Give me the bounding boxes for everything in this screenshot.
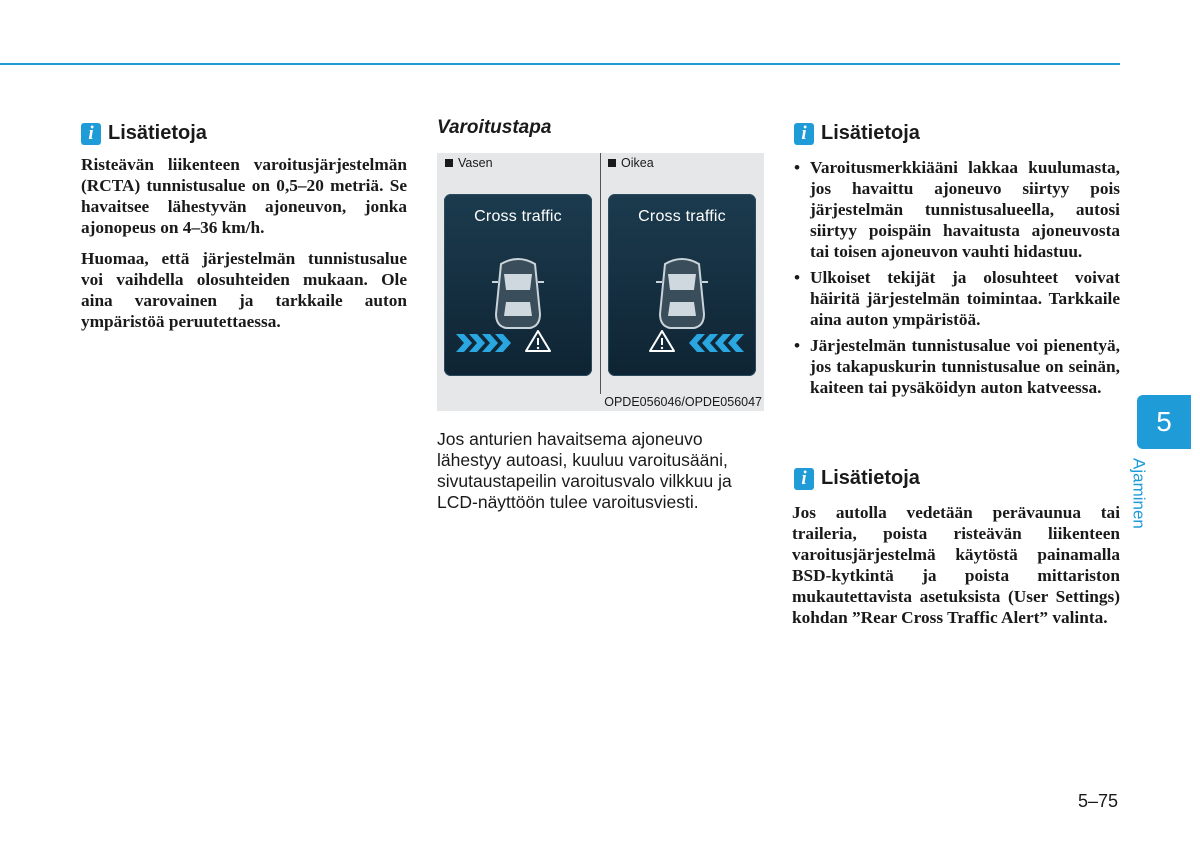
list-item: • Järjestelmän tunnistusalue voi pienentyä, jos takapuskurin tunnistusalue on seinän, kaiteen tai pysäköidyn auton katveessa.	[792, 335, 1120, 398]
figure-label-left: Vasen	[445, 156, 493, 170]
cluster-screen-right	[608, 194, 756, 376]
cluster-screen-left	[444, 194, 592, 376]
chevron-right-icon	[456, 334, 511, 352]
car-top-view-icon	[656, 259, 708, 328]
figure-label-right: Oikea	[608, 156, 654, 170]
top-divider	[0, 63, 1120, 65]
warning-figure	[437, 153, 764, 411]
left-paragraph-2: Huomaa, että järjestelmän tunnistusalue voi vaihdella olosuhteiden mukaan. Ole aina varovainen ja tarkkaile auton ympäristöä peruutettaessa.	[81, 249, 407, 331]
square-bullet-icon	[445, 159, 453, 167]
right-paragraph: Jos autolla vedetään perävaunua tai traileria, poista risteävän liikenteen varoitusjärjestelmä käytöstä painamalla BSD-kytkintä ja poista mittariston mukautettavista asetuksista (User Settings) kohdan ”Rear Cross Traffic Alert” valinta.	[792, 503, 1120, 627]
list-item: • Ulkoiset tekijät ja olosuhteet voivat häiritä järjestelmän toimintaa. Tarkkaile aina auton ympäristöä.	[792, 267, 1120, 330]
chapter-number-tab: 5	[1137, 395, 1191, 449]
list-item: • Varoitusmerkkiääni lakkaa kuulumasta, jos havaittu ajoneuvo siirtyy pois järjestelmän tunnistusalueella, autosi siirtyy poispäin havaitusta ajoneuvosta tai toisen ajoneuvon vauhti hidastuu.	[792, 157, 1120, 262]
info-heading-title: Lisätietoja	[821, 122, 920, 144]
car-top-view-icon	[444, 194, 592, 376]
warning-triangle-icon	[650, 331, 674, 351]
info-heading-right-1	[794, 122, 920, 145]
section-title: Varoitustapa	[437, 117, 552, 138]
figure-divider	[600, 153, 601, 394]
info-icon: i	[81, 123, 101, 145]
figure-code: OPDE056046/OPDE056047	[604, 395, 762, 409]
middle-paragraph: Jos anturien havaitsema ajoneuvo lähestyy autoasi, kuuluu varoitusääni, sivutaustapeilin varoitusvalo vilkkuu ja LCD-näyttöön tulee varoitusviesti.	[437, 429, 732, 512]
screen-title-right: Cross traffic	[638, 208, 726, 225]
info-heading-title: Lisätietoja	[108, 122, 207, 144]
car-top-view-icon	[492, 259, 544, 328]
left-paragraph-1: Risteävän liikenteen varoitusjärjestelmän (RCTA) tunnistusalue on 0,5–20 metriä. Se havaitsee lähestyvän ajoneuvon, jonka ajonopeus on 4–36 km/h.	[81, 155, 407, 237]
square-bullet-icon	[608, 159, 616, 167]
page-number: 5–75	[1078, 791, 1119, 811]
info-icon: i	[794, 123, 814, 145]
info-icon: i	[794, 468, 814, 490]
car-top-view-icon	[608, 194, 756, 376]
warning-triangle-icon	[526, 331, 550, 351]
chapter-name: Ajaminen	[1129, 458, 1149, 529]
screen-title-left: Cross traffic	[474, 208, 562, 225]
info-heading-right-2	[794, 467, 920, 490]
left-info-text	[81, 154, 407, 342]
right-bullet-list	[792, 157, 1120, 403]
info-heading-left	[81, 122, 207, 145]
chevron-left-icon	[689, 334, 744, 352]
info-heading-title: Lisätietoja	[821, 467, 920, 489]
right-info-text	[792, 502, 1120, 638]
